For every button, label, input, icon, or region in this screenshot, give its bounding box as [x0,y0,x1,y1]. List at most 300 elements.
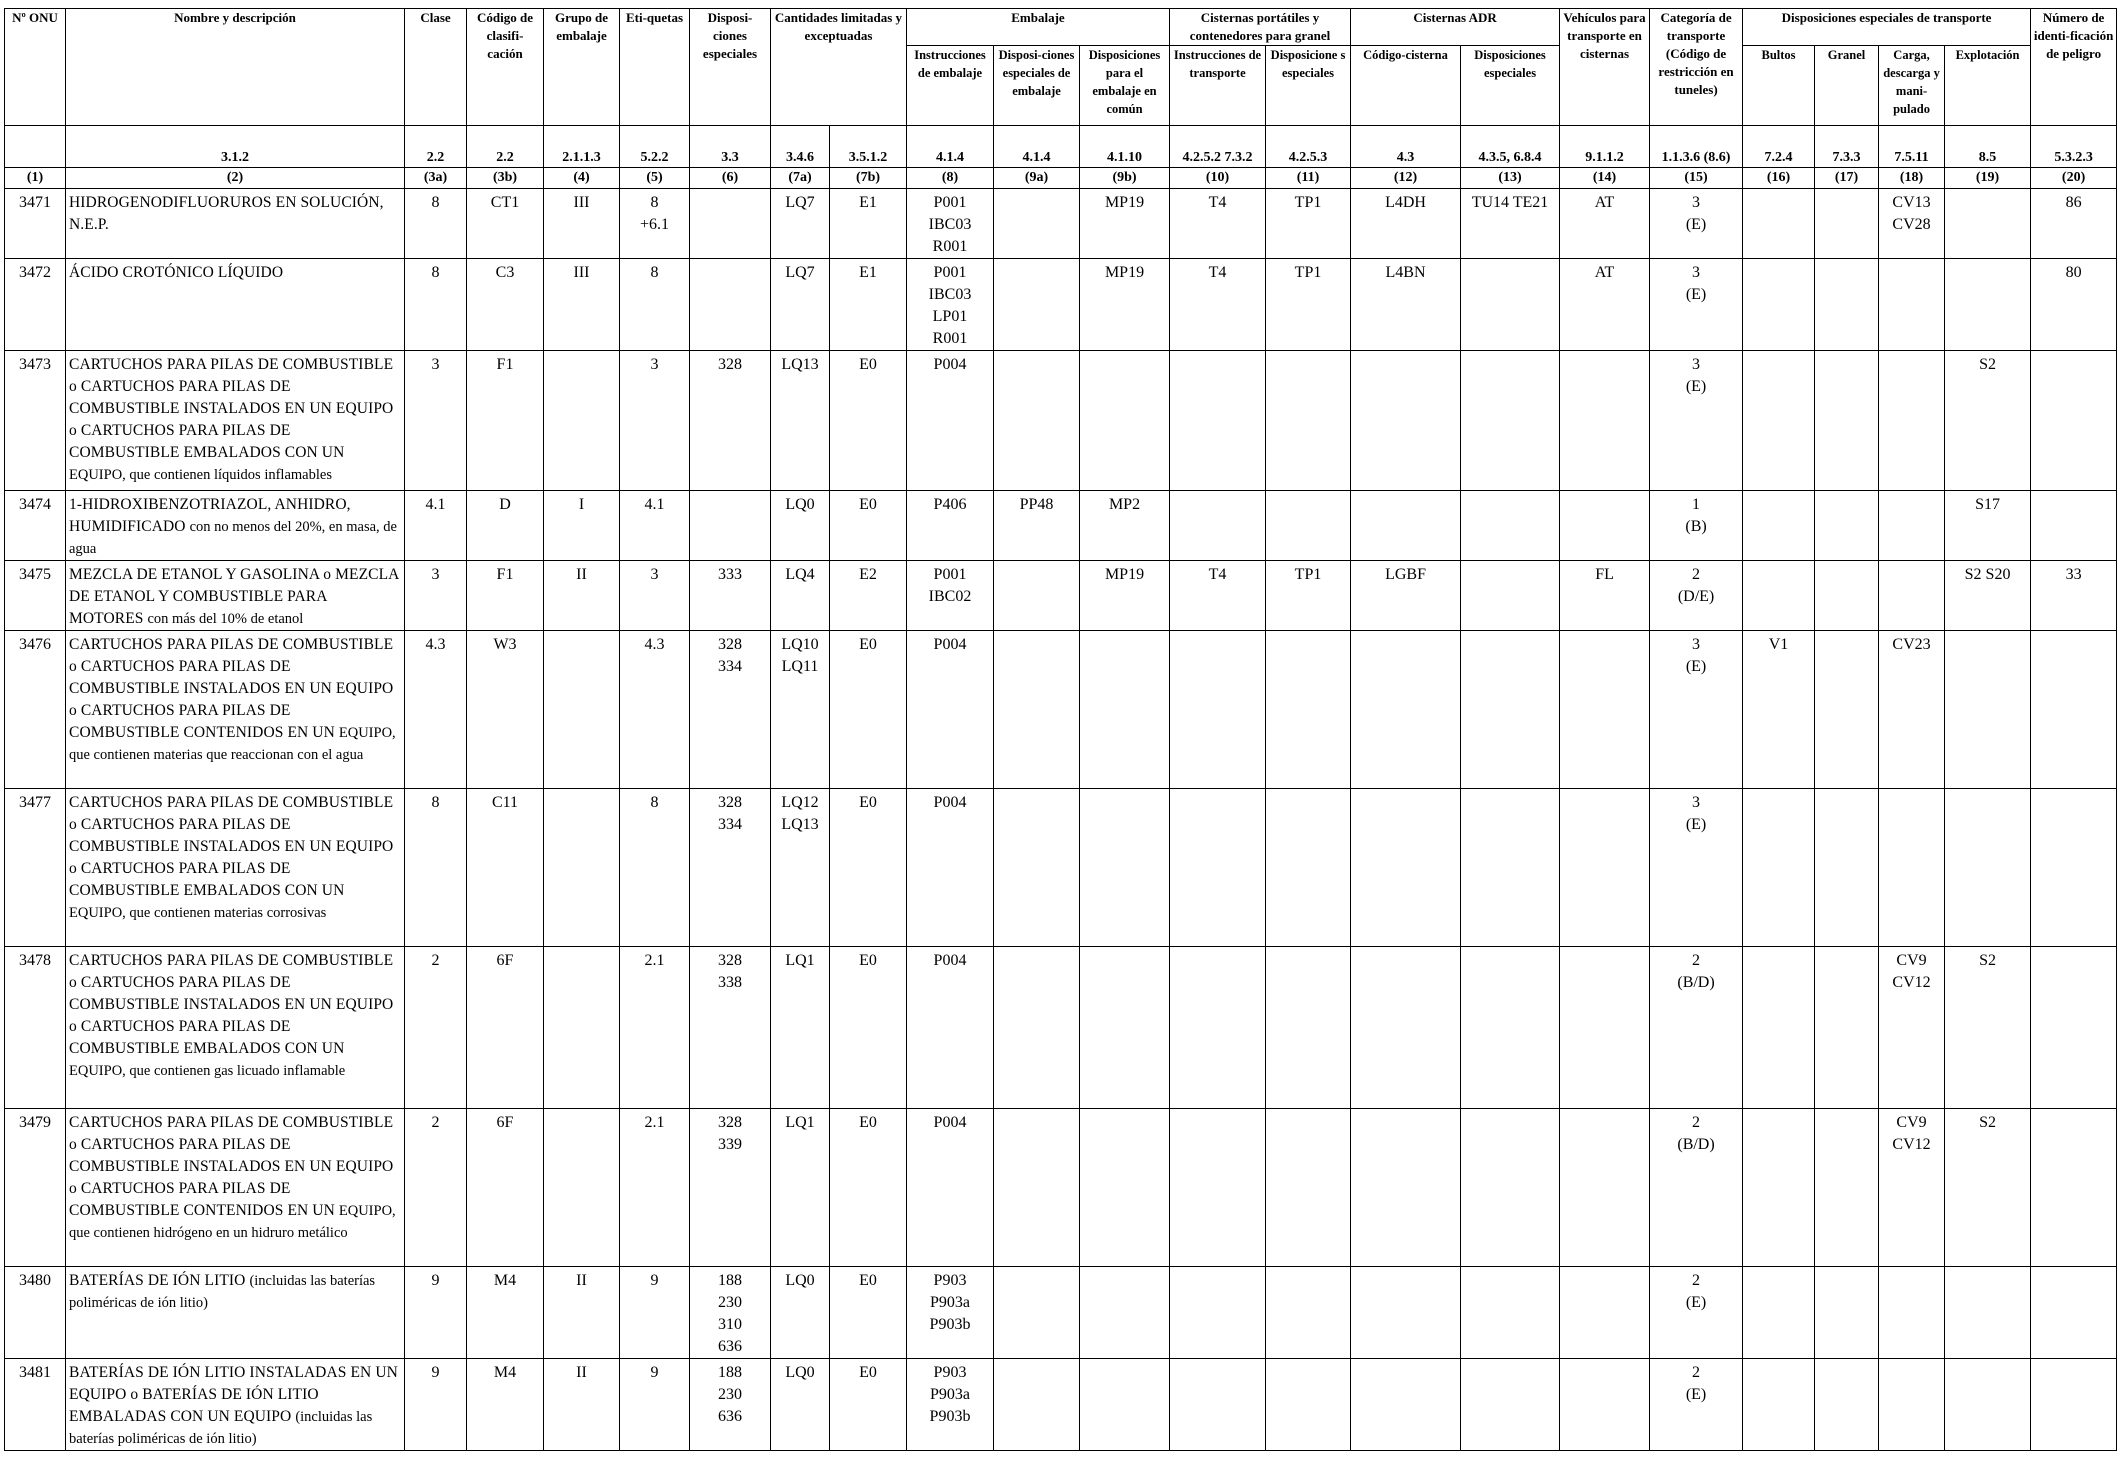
limited-quantity-cell-value: LQ7 [785,264,815,281]
labels-cell [620,1359,690,1451]
transport-category-cell-value: (B/D) [1677,1136,1715,1153]
packing-group-cell [544,789,620,947]
packing-instructions-cell-value: P406 [933,496,967,513]
labels-cell-value: 4.1 [644,496,665,513]
col-vehicle-header: Vehículos para transporte en cisternas [1560,9,1650,126]
un-number-cell-value: 3475 [19,566,51,583]
tank-instructions-cell-value: T4 [1208,194,1227,211]
proper-shipping-name-line: EQUIPO o CARTUCHOS PARA PILAS DE [69,680,394,719]
vehicle-cell [1560,351,1650,491]
reference-cell: 7.5.11 [1879,126,1945,168]
proper-shipping-name-line: UN EQUIPO o BATERÍAS DE IÓN LITIO [69,1364,398,1403]
operation-cell [1945,561,2031,631]
tank-instructions-cell [1170,1109,1266,1267]
proper-shipping-name-line: CARTUCHOS PARA PILAS DE [69,636,279,653]
loading-cell [1879,1267,1945,1359]
vehicle-cell [1560,189,1650,259]
vehicle-cell [1560,561,1650,631]
proper-shipping-name-line: COMBUSTIBLE o CARTUCHOS PARA PILAS [69,356,394,395]
labels-cell [620,351,690,491]
proper-shipping-name-line: HUMIDIFICADO [69,518,186,535]
transport-category-cell-value: 3 [1692,794,1701,811]
transport-category-cell-value: 3 [1692,636,1701,653]
transport-category-cell [1650,561,1743,631]
packages-cell [1743,1109,1815,1267]
un-number-cell-value: 3476 [19,636,51,653]
vehicle-cell [1560,1109,1650,1267]
packages-cell [1743,947,1815,1109]
name-description-cell [66,561,405,631]
packing-special-cell [994,789,1080,947]
proper-shipping-name-line: DE COMBUSTIBLE INSTALADOS EN UN [69,974,332,1013]
excepted-quantity-cell-value: E1 [859,264,877,281]
loading-cell-value: CV13 [1892,194,1931,211]
col-packages-header: Bultos [1743,46,1815,126]
hazard-id-cell-value: 80 [2065,264,2082,281]
col-transport-category-header: Categoría de transporte (Código de restricción en tuneles) [1650,9,1743,126]
class-cell-value: 8 [431,794,440,811]
vehicle-cell [1560,259,1650,351]
packing-instructions-cell-value: P903 [933,1272,967,1289]
name-description-cell [66,1109,405,1267]
loading-cell [1879,1359,1945,1451]
special-provisions-cell [690,631,771,789]
section-adr-tanks-header: Cisternas ADR [1351,9,1560,46]
packing-group-cell-value: II [576,1272,587,1289]
reference-cell: 4.1.4 [994,126,1080,168]
class-cell-value: 8 [431,194,440,211]
labels-cell-value: 2.1 [644,1114,665,1131]
bulk-cell [1815,947,1879,1109]
section-portable-tanks-header: Cisternas portátiles y contenedores para granel [1170,9,1351,46]
class-cell [405,561,467,631]
special-provisions-cell-value: 636 [718,1338,742,1355]
labels-cell [620,631,690,789]
mixed-packing-cell [1080,947,1170,1109]
hazard-id-cell [2031,259,2117,351]
transport-category-cell [1650,789,1743,947]
un-number-cell [5,259,66,351]
classification-code-cell-value: W3 [493,636,517,653]
packing-instructions-cell [907,631,994,789]
operation-cell [1945,1359,2031,1451]
special-provisions-cell-value: 328 [718,952,742,969]
transport-category-cell-value: 2 [1692,566,1701,583]
transport-category-cell [1650,631,1743,789]
packing-special-cell [994,259,1080,351]
labels-cell [620,1267,690,1359]
hazard-id-cell [2031,491,2117,561]
reference-cell: 2.2 [405,126,467,168]
special-provisions-cell [690,1359,771,1451]
hazard-id-cell [2031,561,2117,631]
classification-code-cell-value: 6F [496,1114,514,1131]
tank-code-cell [1351,1267,1461,1359]
operation-cell-value: S17 [1975,496,2000,513]
bulk-cell [1815,561,1879,631]
column-number-cell: (7b) [830,168,907,189]
operation-cell-value: S2 [1979,356,1996,373]
transport-category-cell-value: (E) [1685,658,1707,675]
operation-cell [1945,789,2031,947]
special-provisions-cell-value: 636 [718,1408,742,1425]
classification-code-cell-value: CT1 [490,194,520,211]
limited-quantity-cell-value: LQ1 [785,952,815,969]
transport-category-cell-value: 3 [1692,264,1701,281]
col-tank-code-header: Código-cisterna [1351,46,1461,126]
packing-group-cell [544,1359,620,1451]
proper-shipping-name-line: CARTUCHOS PARA PILAS DE [69,356,279,373]
transport-category-cell [1650,1359,1743,1451]
column-number-cell: (18) [1879,168,1945,189]
class-cell [405,351,467,491]
packing-special-cell [994,947,1080,1109]
special-provisions-cell-value: 338 [718,974,742,991]
name-description-cell [66,947,405,1109]
mixed-packing-cell [1080,351,1170,491]
packing-instructions-cell [907,561,994,631]
col-packaging-instructions-header: Instrucciones de embalaje [907,46,994,126]
description-text: EQUIPO, que contienen gas licuado inflamable [69,1063,346,1079]
special-provisions-cell-value: 230 [718,1294,742,1311]
limited-quantity-cell-value: LQ0 [785,1364,815,1381]
classification-code-cell-value: M4 [493,1272,517,1289]
col-packing-group-header: Grupo de embalaje [544,9,620,126]
transport-category-cell-value: (E) [1685,1386,1707,1403]
un-number-cell-value: 3478 [19,952,51,969]
transport-category-cell-value: (B) [1685,518,1707,535]
limited-quantity-cell [771,789,830,947]
proper-shipping-name-line: EMBALADAS CON UN EQUIPO [69,1408,292,1425]
limited-quantity-cell-value: LQ4 [785,566,815,583]
reference-cell: 2.1.1.3 [544,126,620,168]
table-body [5,189,2117,1451]
description-text: EQUIPO, que contienen materias que reaccionan con el agua [69,725,396,763]
tank-code-cell [1351,1109,1461,1267]
excepted-quantity-cell-value: E0 [859,952,877,969]
reference-cell: 3.1.2 [66,126,405,168]
special-provisions-cell [690,561,771,631]
transport-category-cell-value: (E) [1685,378,1707,395]
mixed-packing-cell [1080,1109,1170,1267]
packages-cell [1743,631,1815,789]
special-provisions-cell [690,1109,771,1267]
limited-quantity-cell-value: LQ13 [781,356,819,373]
bulk-cell [1815,631,1879,789]
packing-instructions-cell-value: P001 [933,194,967,211]
un-number-cell [5,1267,66,1359]
transport-category-cell-value: 2 [1692,1272,1701,1289]
special-provisions-cell [690,789,771,947]
hazard-id-cell-value: 86 [2065,194,2082,211]
reference-cell: 5.3.2.3 [2031,126,2117,168]
class-cell [405,631,467,789]
tank-instructions-cell-value: T4 [1208,566,1227,583]
packing-group-cell [544,1267,620,1359]
proper-shipping-name-line: CARTUCHOS PARA PILAS DE [69,1114,279,1131]
tank-special-cell-value: TP1 [1294,264,1322,281]
tank-special-cell [1266,561,1351,631]
operation-cell [1945,491,2031,561]
packages-cell [1743,351,1815,491]
col-tank-special-header: Disposicione s especiales [1266,46,1351,126]
packing-group-cell [544,631,620,789]
special-provisions-cell-value: 334 [718,816,742,833]
limited-quantity-cell-value: LQ0 [785,496,815,513]
adr-tank-special-cell [1461,351,1560,491]
proper-shipping-name-line: MEZCLA DE ETANOL Y GASOLINA o [69,566,332,583]
column-number-cell: (9b) [1080,168,1170,189]
column-number-cell: (12) [1351,168,1461,189]
special-provisions-cell [690,351,771,491]
tank-special-cell-value: TP1 [1294,566,1322,583]
special-provisions-cell [690,1267,771,1359]
name-description-cell [66,1359,405,1451]
mixed-packing-cell [1080,189,1170,259]
reference-cell [5,126,66,168]
tank-code-cell [1351,561,1461,631]
mixed-packing-cell [1080,631,1170,789]
column-number-cell: (20) [2031,168,2117,189]
name-description-cell [66,789,405,947]
loading-cell [1879,259,1945,351]
labels-cell-value: 8 [650,794,659,811]
packages-cell [1743,491,1815,561]
packing-instructions-cell [907,789,994,947]
excepted-quantity-cell [830,789,907,947]
special-provisions-cell-value: 333 [718,566,742,583]
section-packaging-header: Embalaje [907,9,1170,46]
un-number-cell [5,1359,66,1451]
col-packaging-special-header: Disposi-ciones especiales de embalaje [994,46,1080,126]
transport-category-cell [1650,491,1743,561]
tank-instructions-cell [1170,631,1266,789]
column-number-cell: (2) [66,168,405,189]
packing-instructions-cell [907,947,994,1109]
proper-shipping-name-line: CARTUCHOS PARA PILAS DE [69,952,279,969]
class-cell-value: 9 [431,1364,440,1381]
bulk-cell [1815,789,1879,947]
classification-code-cell [467,491,544,561]
name-description-cell [66,259,405,351]
excepted-quantity-cell [830,947,907,1109]
special-provisions-cell [690,947,771,1109]
tank-special-cell [1266,1359,1351,1451]
packing-instructions-cell-value: P004 [933,636,967,653]
excepted-quantity-cell-value: E2 [859,566,877,583]
excepted-quantity-cell [830,561,907,631]
excepted-quantity-cell-value: E0 [859,794,877,811]
proper-shipping-name-line: COMBUSTIBLE EMBALADOS CON UN [69,1040,345,1057]
tank-special-cell [1266,789,1351,947]
packing-group-cell [544,491,620,561]
hazard-id-cell [2031,1359,2117,1451]
reference-cell: 4.1.10 [1080,126,1170,168]
tank-code-cell [1351,631,1461,789]
limited-quantity-cell [771,259,830,351]
column-number-cell: (16) [1743,168,1815,189]
packages-cell [1743,1267,1815,1359]
operation-cell-value: S2 [1979,952,1996,969]
tank-special-cell [1266,259,1351,351]
mixed-packing-cell [1080,561,1170,631]
classification-code-cell [467,789,544,947]
class-cell-value: 2 [431,1114,440,1131]
un-number-cell [5,491,66,561]
reference-cell: 3.5.1.2 [830,126,907,168]
classification-code-cell-value: F1 [496,566,514,583]
column-number-cell: (3b) [467,168,544,189]
hazard-id-cell [2031,789,2117,947]
class-cell [405,1267,467,1359]
adr-tank-special-cell [1461,631,1560,789]
col-mixed-packing-header: Disposiciones para el embalaje en común [1080,46,1170,126]
excepted-quantity-cell [830,351,907,491]
transport-category-cell-value: 2 [1692,1114,1701,1131]
class-cell-value: 4.3 [425,636,446,653]
excepted-quantity-cell [830,631,907,789]
packing-instructions-cell-value: P004 [933,356,967,373]
packing-special-cell [994,1359,1080,1451]
packing-group-cell-value: II [576,1364,587,1381]
operation-cell [1945,1109,2031,1267]
hazard-id-cell [2031,1109,2117,1267]
un-number-cell [5,561,66,631]
classification-code-cell [467,561,544,631]
description-text: EQUIPO, que contienen hidrógeno en un hidruro metálico [69,1203,396,1241]
mixed-packing-cell-value: MP2 [1108,496,1141,513]
loading-cell [1879,947,1945,1109]
labels-cell-value: 8 [650,264,659,281]
column-number-cell: (7a) [771,168,830,189]
table-row [5,789,2117,947]
un-number-cell-value: 3479 [19,1114,51,1131]
reference-cell: 4.2.5.2 7.3.2 [1170,126,1266,168]
class-cell-value: 2 [431,952,440,969]
bulk-cell [1815,259,1879,351]
mixed-packing-cell [1080,259,1170,351]
operation-cell [1945,351,2031,491]
name-description-cell [66,1267,405,1359]
table-row [5,189,2117,259]
adr-tank-special-cell [1461,1267,1560,1359]
excepted-quantity-cell [830,1359,907,1451]
packing-group-cell [544,947,620,1109]
table-row [5,1109,2117,1267]
class-cell-value: 4.1 [425,496,446,513]
tank-code-cell [1351,789,1461,947]
loading-cell [1879,631,1945,789]
packages-cell-value: V1 [1768,636,1789,653]
excepted-quantity-cell [830,1267,907,1359]
reference-cell: 3.4.6 [771,126,830,168]
packing-group-cell-value: II [576,566,587,583]
proper-shipping-name-line: COMBUSTIBLE CONTENIDOS EN UN [69,724,335,741]
classification-code-cell-value: M4 [493,1364,517,1381]
un-number-cell [5,189,66,259]
col-labels-header: Eti-quetas [620,9,690,126]
hazard-id-cell [2031,631,2117,789]
tank-special-cell-value: TP1 [1294,194,1322,211]
tank-instructions-cell [1170,189,1266,259]
proper-shipping-name-line: COMBUSTIBLE EMBALADOS CON UN [69,444,345,461]
tank-special-cell [1266,1267,1351,1359]
packing-instructions-cell [907,491,994,561]
packing-instructions-cell-value: P903 [933,1364,967,1381]
proper-shipping-name-line: ÁCIDO CROTÓNICO LÍQUIDO [69,264,284,281]
hazard-id-cell [2031,351,2117,491]
reference-cell: 4.1.4 [907,126,994,168]
classification-code-cell-value: D [499,496,511,513]
table-row [5,259,2117,351]
col-special-provisions-header: Disposi-ciones especiales [690,9,771,126]
packing-special-cell [994,631,1080,789]
bulk-cell [1815,189,1879,259]
excepted-quantity-cell [830,259,907,351]
transport-category-cell-value: (E) [1685,216,1707,233]
un-number-cell-value: 3480 [19,1272,51,1289]
special-provisions-cell-value: 188 [718,1272,742,1289]
proper-shipping-name-line: 1-HIDROXIBENZOTRIAZOL, ANHIDRO, [69,496,351,513]
tank-instructions-cell [1170,789,1266,947]
packages-cell [1743,789,1815,947]
limited-quantity-cell-value: LQ11 [781,658,819,675]
loading-cell-value: CV9 [1896,1114,1927,1131]
special-provisions-cell-value: 188 [718,1364,742,1381]
packing-instructions-cell-value: P001 [933,264,967,281]
proper-shipping-name-line: BATERÍAS DE IÓN LITIO [69,1272,246,1289]
labels-cell [620,561,690,631]
reference-cell: 1.1.3.6 (8.6) [1650,126,1743,168]
packing-instructions-cell [907,351,994,491]
special-provisions-cell [690,189,771,259]
packing-group-cell [544,1109,620,1267]
excepted-quantity-cell-value: E0 [859,636,877,653]
proper-shipping-name-line: COMBUSTIBLE CONTENIDOS EN UN [69,1202,335,1219]
adr-tank-special-cell [1461,1359,1560,1451]
special-provisions-cell-value: 328 [718,1114,742,1131]
transport-category-cell-value: 2 [1692,1364,1701,1381]
column-number-cell: (3a) [405,168,467,189]
packing-instructions-cell-value: P903b [929,1316,971,1333]
packing-special-cell [994,351,1080,491]
adr-tank-special-cell [1461,491,1560,561]
table-row [5,947,2117,1109]
operation-cell [1945,631,2031,789]
un-number-cell [5,351,66,491]
col-operation-header: Explotación [1945,46,2031,126]
packing-instructions-cell-value: P004 [933,1114,967,1131]
description-text: con no menos del 20%, en masa, de agua [69,519,397,557]
col-hazard-id-header: Número de identi-ficación de peligro [2031,9,2117,126]
limited-quantity-cell-value: LQ0 [785,1272,815,1289]
classification-code-cell [467,631,544,789]
class-cell [405,1109,467,1267]
un-number-cell [5,1109,66,1267]
tank-instructions-cell [1170,1267,1266,1359]
bulk-cell [1815,1359,1879,1451]
classification-code-cell [467,259,544,351]
vehicle-cell [1560,491,1650,561]
vehicle-cell [1560,1267,1650,1359]
operation-cell [1945,259,2031,351]
excepted-quantity-cell [830,189,907,259]
packing-instructions-cell [907,1109,994,1267]
packing-group-cell [544,189,620,259]
limited-quantity-cell-value: LQ13 [781,816,819,833]
packing-instructions-cell-value: IBC03 [928,216,972,233]
limited-quantity-cell-value: LQ12 [781,794,819,811]
